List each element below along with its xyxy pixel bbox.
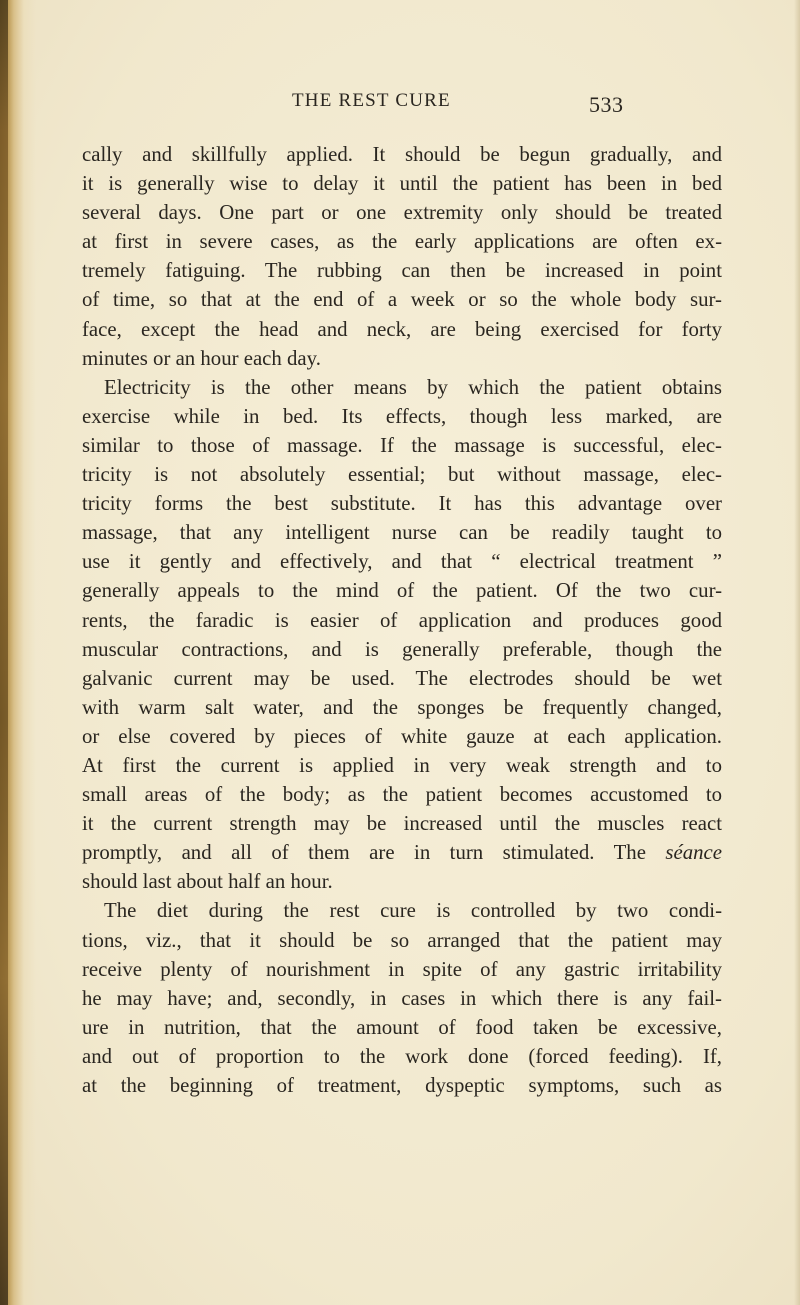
- text-line: rents, the faradic is easier of application and produces good: [82, 608, 722, 632]
- text-line: cally and skillfully applied. It should be begun gradually, and: [82, 143, 722, 166]
- text-line: The diet during the rest cure is controlled by two condi-: [104, 899, 722, 923]
- text-line: exercise while in bed. Its effects, though less marked, are: [82, 404, 722, 428]
- text-line: receive plenty of nourishment in spite of any gastric irritability: [82, 957, 722, 981]
- text-line: Electricity is the other means by which the patient obtains: [104, 375, 722, 399]
- text-line: use it gently and effectively, and that “ electrical treatment ”: [82, 550, 722, 574]
- page-number: 533: [589, 92, 624, 117]
- text-line: of time, so that at the end of a week or so the whole body sur-: [82, 288, 722, 312]
- text-line: massage, that any intelligent nurse can be readily taught to: [82, 521, 722, 545]
- text-line: similar to those of massage. If the massage is successful, elec-: [82, 433, 722, 457]
- binding-edge: [0, 0, 8, 1305]
- page-edge: [794, 0, 800, 1305]
- text-line: tremely fatiguing. The rubbing can then be increased in point: [82, 259, 722, 283]
- text-line: it the current strength may be increased until the muscles react: [82, 812, 722, 836]
- text-line: tricity forms the best substitute. It has this advantage over: [82, 492, 722, 516]
- text-line: at first in severe cases, as the early applications are often ex-: [82, 230, 722, 254]
- text-line: it is generally wise to delay it until the patient has been in bed: [82, 172, 722, 196]
- body-text: [82, 140, 722, 1100]
- page-header: [0, 88, 800, 128]
- text-line: at the beginning of treatment, dyspeptic symptoms, such as: [82, 1074, 722, 1097]
- text-line: small areas of the body; as the patient becomes accustomed to: [82, 783, 722, 807]
- text-line-with-italic: [82, 838, 722, 867]
- text-line: he may have; and, secondly, in cases in which there is any fail-: [82, 986, 722, 1010]
- italic-word: séance: [665, 841, 722, 865]
- text-line: minutes or an hour each day.: [82, 346, 321, 370]
- text-line: galvanic current may be used. The electrodes should be wet: [82, 666, 722, 690]
- text-line: generally appeals to the mind of the patient. Of the two cur-: [82, 579, 722, 603]
- text-line: and out of proportion to the work done (forced feeding). If,: [82, 1044, 722, 1068]
- running-head: THE REST CURE: [292, 90, 451, 111]
- text-line: tricity is not absolutely essential; but without massage, elec-: [82, 463, 722, 487]
- text-line: face, except the head and neck, are being exercised for forty: [82, 317, 722, 341]
- text-line: with warm salt water, and the sponges be frequently changed,: [82, 695, 722, 719]
- text-line: should last about half an hour.: [82, 870, 333, 894]
- text-line: ure in nutrition, that the amount of food taken be excessive,: [82, 1015, 722, 1039]
- text-segment: promptly, and all of them are in turn stimulated. The: [82, 841, 646, 865]
- text-line: tions, viz., that it should be so arranged that the patient may: [82, 928, 722, 952]
- text-line: muscular contractions, and is generally preferable, though the: [82, 637, 722, 661]
- text-line: At first the current is applied in very weak strength and to: [82, 753, 722, 777]
- text-line: or else covered by pieces of white gauze at each application.: [82, 724, 722, 748]
- text-line: several days. One part or one extremity only should be treated: [82, 201, 722, 225]
